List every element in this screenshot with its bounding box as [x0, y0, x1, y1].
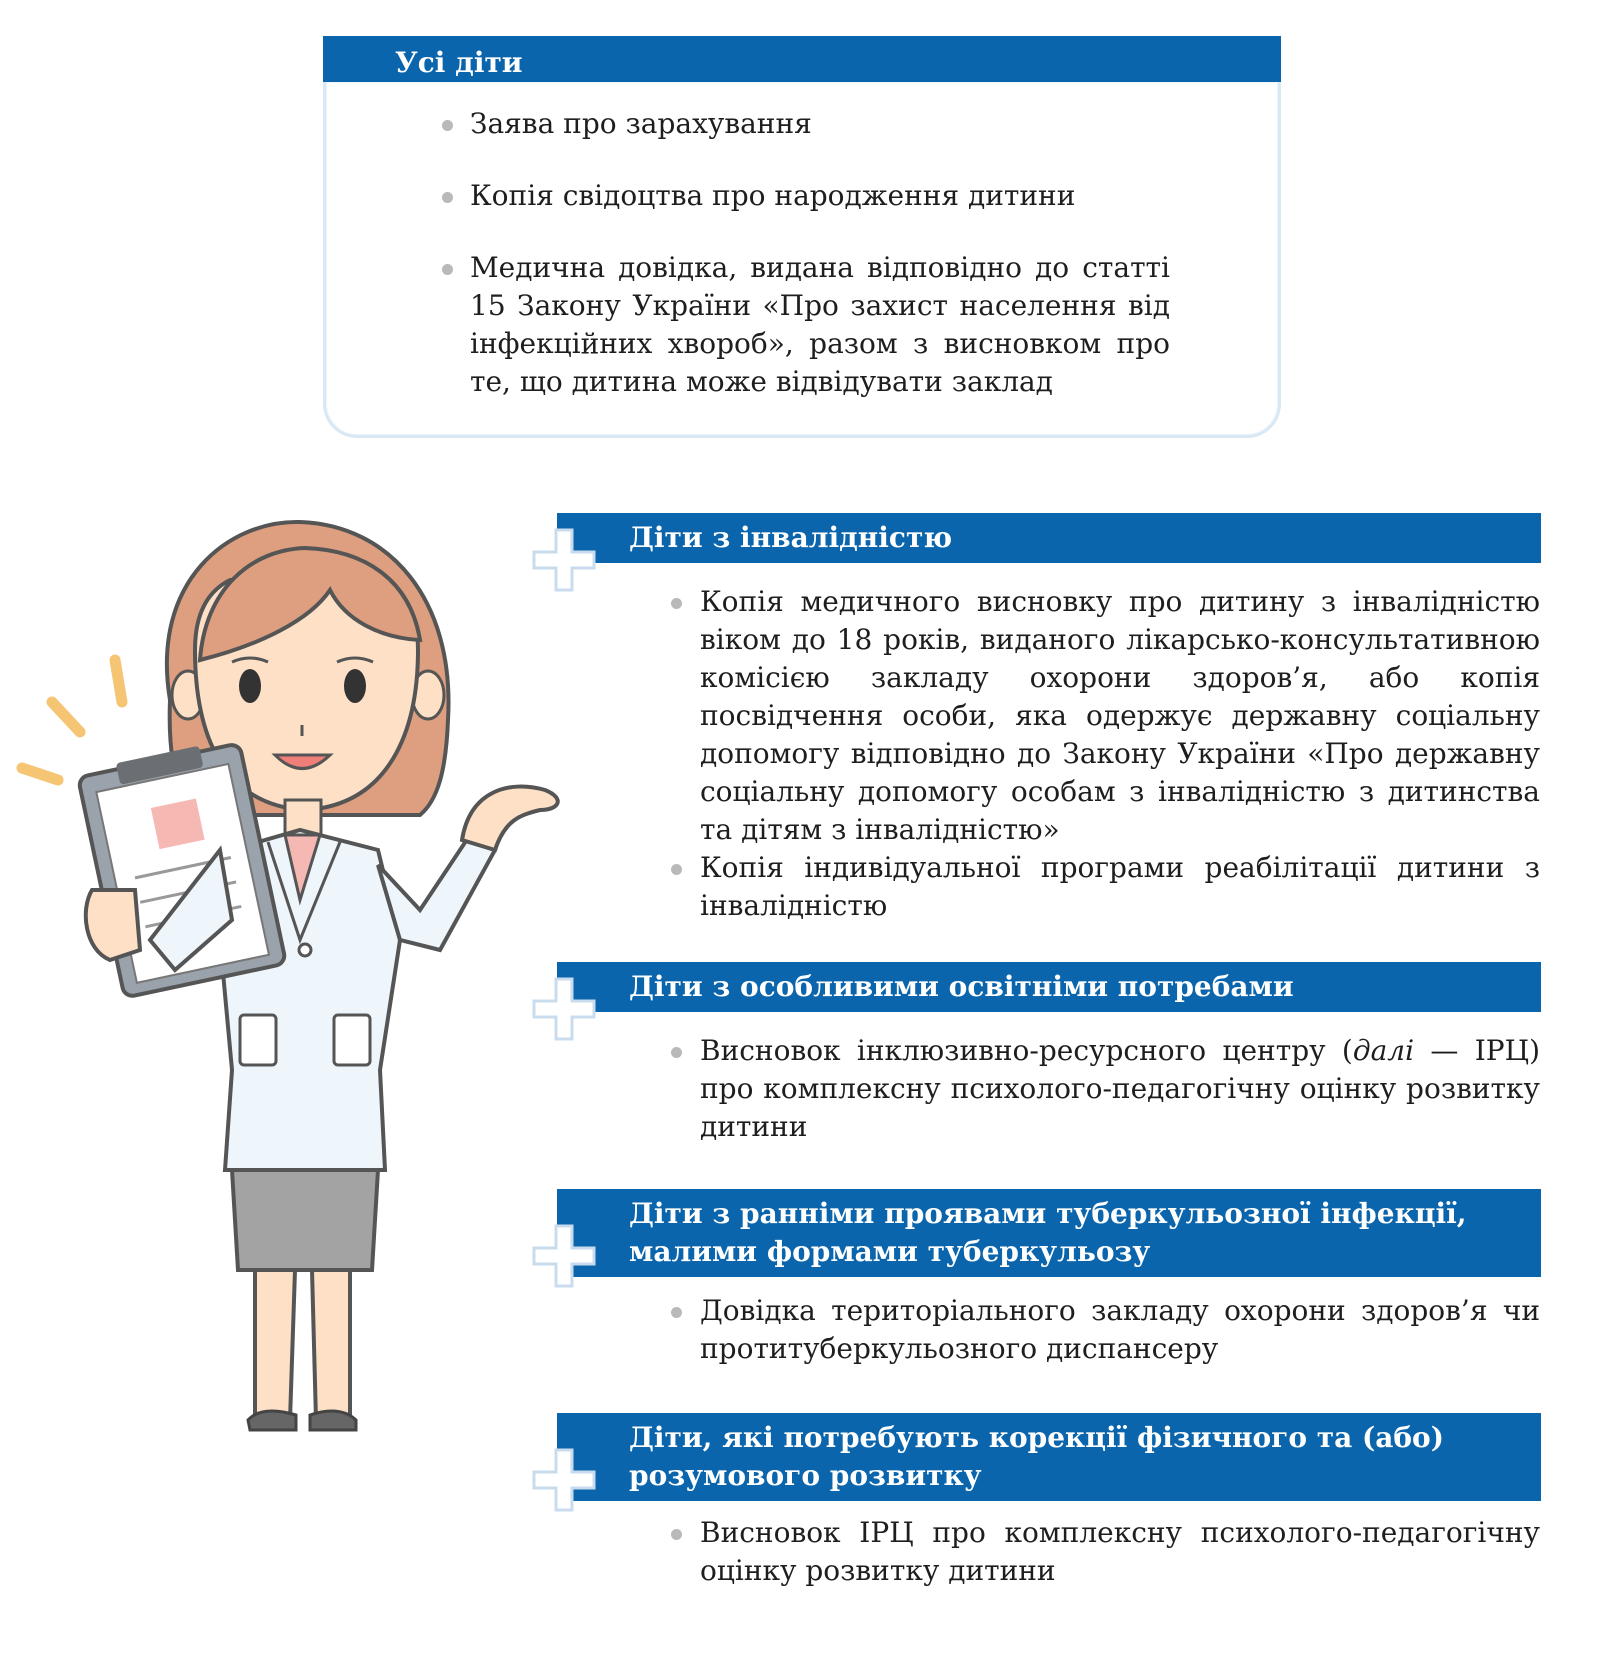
- bullet-icon: [442, 192, 453, 203]
- section-header-all-children: Усі діти: [323, 36, 1281, 89]
- special-needs-list: [700, 1032, 1540, 1146]
- section-header-tuberculosis: Діти з ранніми проявами туберкульозної інфекції, малими формами туберкульозу: [557, 1189, 1541, 1277]
- tuberculosis-list: [700, 1292, 1540, 1368]
- development-list: [700, 1514, 1540, 1590]
- all-children-list: [470, 105, 1170, 435]
- italic-abbreviation: далі: [1352, 1034, 1415, 1067]
- medical-cross-icon: [532, 528, 596, 592]
- bullet-icon: [442, 120, 453, 131]
- list-item: Висновок ІРЦ про комплексну психолого-педагогічну оцінку розвитку дитини: [700, 1514, 1540, 1590]
- bullet-icon: [671, 864, 682, 875]
- section-header-special-needs: Діти з особливими освітніми потребами: [557, 962, 1541, 1012]
- list-item: Копія медичного висновку про дитину з інвалідністю віком до 18 років, виданого лікарсько-консультативною комісією закладу охорони здоров’я, або копія посвідчення особи, яка одержує державну соціальну допомогу відповідно до Закону України «Про державну соціальну допомогу особам з інвалідністю з дитинства та дітям з інвалідністю»: [700, 583, 1540, 849]
- bullet-icon: [442, 264, 453, 275]
- list-item: Копія індивідуальної програми реабілітації дитини з інвалідністю: [700, 849, 1540, 925]
- list-item: Копія свідоцтва про народження дитини: [470, 177, 1170, 215]
- medical-cross-icon: [532, 1448, 596, 1512]
- bullet-icon: [671, 598, 682, 609]
- list-item: Заява про зарахування: [470, 105, 1170, 143]
- disability-list: [700, 583, 1540, 925]
- section-header-disability: Діти з інвалідністю: [557, 513, 1541, 563]
- sparkle-icon: [22, 660, 122, 780]
- bullet-icon: [671, 1047, 682, 1058]
- list-item: Довідка територіального закладу охорони здоров’я чи протитуберкульозного диспансеру: [700, 1292, 1540, 1368]
- bullet-icon: [671, 1307, 682, 1318]
- list-item: Медична довідка, видана відповідно до статті 15 Закону України «Про захист населення від інфекційних хвороб», разом з висновком про те, що дитина може відвідувати заклад: [470, 249, 1170, 401]
- list-item: Висновок інклюзивно-ресурсного центру (далі — ІРЦ) про комплексну психолого-педагогічну оцінку розвитку дитини: [700, 1032, 1540, 1146]
- doctor-illustration: [0, 470, 580, 1470]
- medical-cross-icon: [532, 1224, 596, 1288]
- section-header-development: Діти, які потребують корекції фізичного та (або) розумового розвитку: [557, 1413, 1541, 1501]
- bullet-icon: [671, 1529, 682, 1540]
- medical-cross-icon: [532, 977, 596, 1041]
